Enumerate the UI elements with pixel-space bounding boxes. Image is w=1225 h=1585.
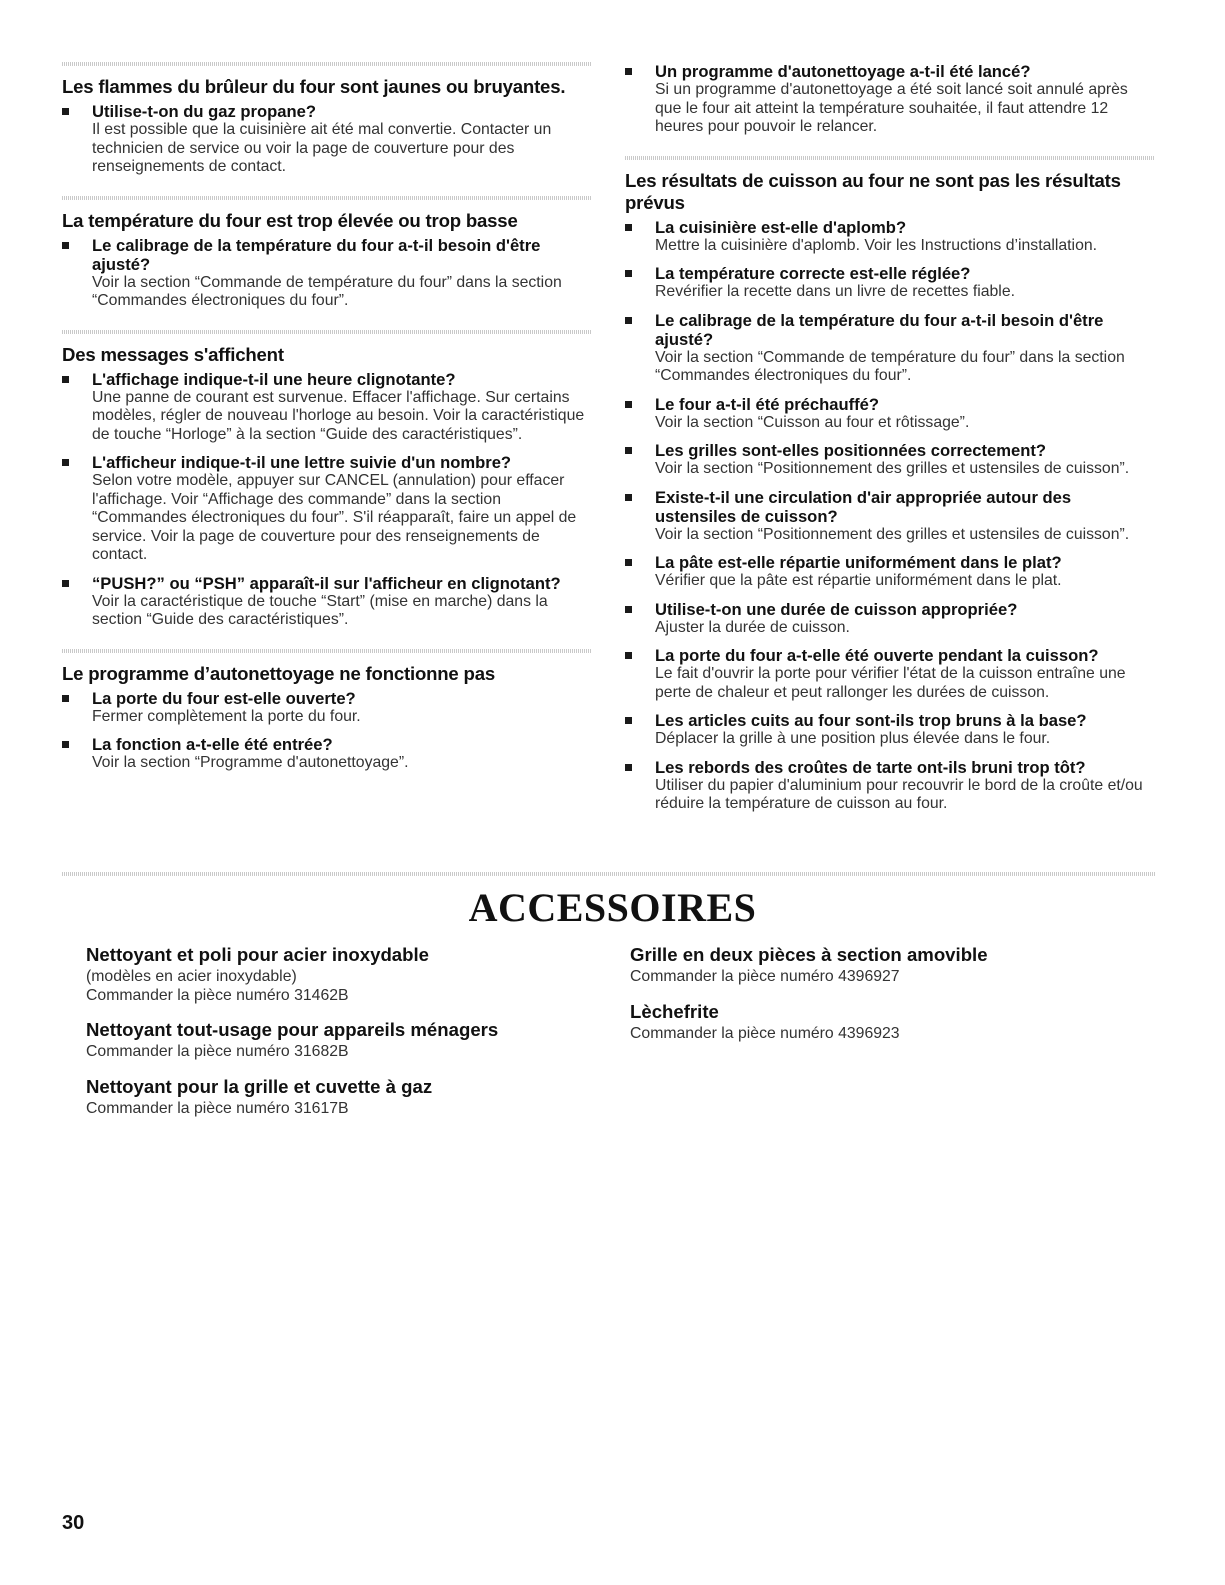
answer: Voir la section “Commande de température du four” dans la section “Commandes électroniques du four”.: [655, 348, 1125, 384]
list-item: [62, 574, 592, 630]
question: L'affichage indique-t-il une heure clignotante?: [92, 369, 456, 389]
answer: Voir la section “Commande de température du four” dans la section “Commandes électroniques du four”.: [92, 273, 562, 309]
question: La porte du four est-elle ouverte?: [92, 688, 356, 708]
accessory-name: Nettoyant et poli pour acier inoxydable: [86, 944, 430, 965]
list-item: [625, 646, 1155, 702]
accessory-name: Nettoyant tout-usage pour appareils ménagers: [86, 1019, 499, 1040]
square-bullet-icon: [625, 559, 632, 566]
section-divider: [62, 62, 592, 66]
section-divider: [625, 156, 1155, 160]
list-item: [625, 395, 1155, 433]
list-item: [625, 488, 1155, 545]
list-item: [625, 553, 1155, 591]
list-item: [625, 711, 1155, 749]
list-item: [625, 758, 1155, 814]
accessory-part-number: Commander la pièce numéro 31462B: [86, 986, 349, 1004]
accessories-divider: [62, 872, 1155, 876]
question: Les articles cuits au four sont-ils trop bruns à la base?: [655, 711, 1087, 730]
list-item: [625, 264, 1155, 302]
troubleshooting-left-column: [62, 62, 592, 782]
list-item: [62, 735, 592, 773]
list-item: [62, 453, 592, 565]
troubleshooting-right-column: [625, 62, 1155, 823]
list-item: [625, 311, 1155, 386]
section-burner-flames: [62, 76, 592, 177]
answer: Le fait d'ouvrir la porte pour vérifier l'état de la cuisson entraîne une perte de chaleur et peut rallonger les durées de cuisson.: [655, 665, 1126, 701]
accessory-item: [86, 1019, 606, 1062]
answer: Voir la section “Programme d'autonettoyage”.: [92, 754, 409, 771]
list-item: [62, 236, 592, 311]
square-bullet-icon: [62, 695, 69, 702]
question: L'afficheur indique-t-il une lettre suivie d'un nombre?: [92, 453, 512, 472]
square-bullet-icon: [625, 764, 632, 771]
answer: Revérifier la recette dans un livre de recettes fiable.: [655, 283, 1015, 300]
answer: Fermer complètement la porte du four.: [92, 707, 361, 725]
accessory-item: [630, 944, 1150, 987]
accessory-item: [630, 1001, 1150, 1044]
answer: Utiliser du papier d'aluminium pour recouvrir le bord de la croûte et/ou réduire la température de cuisson au four.: [655, 776, 1143, 812]
section-title: Des messages s'affichent: [62, 343, 284, 365]
square-bullet-icon: [625, 717, 632, 724]
accessory-part-number: Commander la pièce numéro 4396923: [630, 1024, 900, 1042]
square-bullet-icon: [62, 459, 69, 466]
answer: Selon votre modèle, appuyer sur CANCEL (annulation) pour effacer l'affichage. Voir “Affichage des commande” dans la section “Commandes électroniques du four”. S'il réapparaît, faire un appel de service. Voir la page de couverture pour des renseignements de contact.: [92, 472, 577, 563]
question: Un programme d'autonettoyage a-t-il été lancé?: [655, 62, 1031, 81]
question: Existe-t-il une circulation d'air appropriée autour des ustensiles de cuisson?: [655, 487, 1072, 526]
square-bullet-icon: [625, 270, 632, 277]
answer: Voir la section “Positionnement des grilles et ustensiles de cuisson”.: [655, 460, 1130, 477]
answer: Voir la section “Positionnement des grilles et ustensiles de cuisson”.: [655, 525, 1130, 543]
accessories-right-column: [630, 944, 1150, 1057]
square-bullet-icon: [62, 108, 69, 115]
accessory-name: Nettoyant pour la grille et cuvette à gaz: [86, 1075, 433, 1097]
question: La température correcte est-elle réglée?: [655, 264, 971, 283]
square-bullet-icon: [62, 242, 69, 249]
accessory-item: [86, 944, 606, 1005]
question: Utilise-t-on une durée de cuisson appropriée?: [655, 599, 1018, 619]
accessory-item: [86, 1076, 606, 1119]
list-item: [62, 102, 592, 177]
section-divider: [62, 196, 592, 200]
square-bullet-icon: [625, 68, 632, 75]
square-bullet-icon: [625, 494, 632, 501]
accessory-part-number: Commander la pièce numéro 4396927: [630, 968, 900, 985]
question: La cuisinière est-elle d'aplomb?: [655, 217, 907, 237]
section-oven-temperature: [62, 210, 592, 311]
square-bullet-icon: [625, 606, 632, 613]
question: Les grilles sont-elles positionnées correctement?: [655, 441, 1046, 460]
square-bullet-icon: [625, 447, 632, 454]
square-bullet-icon: [625, 401, 632, 408]
square-bullet-icon: [62, 580, 69, 587]
accessory-name: Grille en deux pièces à section amovible: [630, 944, 988, 965]
question: La pâte est-elle répartie uniformément dans le plat?: [655, 553, 1062, 572]
accessory-detail: (modèles en acier inoxydable): [86, 968, 297, 985]
section-title: Le programme d’autonettoyage ne fonctionne pas: [62, 662, 495, 684]
question: Les rebords des croûtes de tarte ont-ils bruni trop tôt?: [655, 757, 1086, 777]
accessories-left-column: [86, 944, 606, 1132]
question: Le calibrage de la température du four a-t-il besoin d'être ajusté?: [92, 235, 541, 274]
list-item: [625, 441, 1155, 479]
answer: Si un programme d'autonettoyage a été soit lancé soit annulé après que le four ait atteint la température souhaitée, il faut attendre 12 heures pour pouvoir le relancer.: [655, 81, 1128, 135]
question: Utilise-t-on du gaz propane?: [92, 102, 317, 121]
page-number: 30: [62, 1512, 85, 1534]
answer: Ajuster la durée de cuisson.: [655, 618, 850, 636]
section-self-clean-continued: [625, 62, 1155, 137]
square-bullet-icon: [625, 224, 632, 231]
section-title: Les résultats de cuisson au four ne sont pas les résultats prévus: [625, 169, 1121, 213]
section-baking-results: [625, 170, 1155, 814]
section-title: Les flammes du brûleur du four sont jaunes ou bruyantes.: [62, 76, 566, 97]
accessories-title: ACCESSOIRES: [468, 885, 757, 930]
question: Le four a-t-il été préchauffé?: [655, 394, 880, 414]
section-divider: [62, 330, 592, 334]
section-display-messages: [62, 344, 592, 630]
question: “PUSH?” ou “PSH” apparaît-il sur l'afficheur en clignotant?: [92, 573, 561, 593]
question: La fonction a-t-elle été entrée?: [92, 735, 333, 754]
accessory-name: Lèchefrite: [630, 1000, 719, 1022]
answer: Voir la caractéristique de touche “Start” (mise en marche) dans la section “Guide des caractéristiques”.: [92, 592, 548, 628]
list-item: [625, 218, 1155, 256]
answer: Mettre la cuisinière d'aplomb. Voir les Instructions d’installation.: [655, 236, 1098, 254]
square-bullet-icon: [625, 317, 632, 324]
answer: Il est possible que la cuisinière ait été mal convertie. Contacter un technicien de service ou voir la page de couverture pour des renseignements de contact.: [92, 121, 552, 175]
answer: Déplacer la grille à une position plus élevée dans le four.: [655, 730, 1051, 747]
list-item: [625, 62, 1155, 137]
question: La porte du four a-t-elle été ouverte pendant la cuisson?: [655, 646, 1099, 665]
accessory-part-number: Commander la pièce numéro 31617B: [86, 1099, 349, 1117]
square-bullet-icon: [62, 741, 69, 748]
square-bullet-icon: [625, 652, 632, 659]
section-self-clean: [62, 663, 592, 773]
question: Le calibrage de la température du four a-t-il besoin d'être ajusté?: [655, 310, 1104, 349]
answer: Une panne de courant est survenue. Effacer l'affichage. Sur certains modèles, régler de nouveau l'horloge au besoin. Voir la caractéristique de touche “Horloge” à la section “Guide des caractéristiques”.: [92, 388, 585, 443]
accessory-part-number: Commander la pièce numéro 31682B: [86, 1043, 349, 1060]
square-bullet-icon: [62, 376, 69, 383]
section-title: La température du four est trop élevée ou trop basse: [62, 209, 518, 231]
list-item: [62, 370, 592, 445]
list-item: [62, 689, 592, 727]
section-divider: [62, 649, 592, 653]
answer: Vérifier que la pâte est répartie uniformément dans le plat.: [655, 572, 1062, 589]
list-item: [625, 600, 1155, 638]
answer: Voir la section “Cuisson au four et rôtissage”.: [655, 413, 970, 431]
